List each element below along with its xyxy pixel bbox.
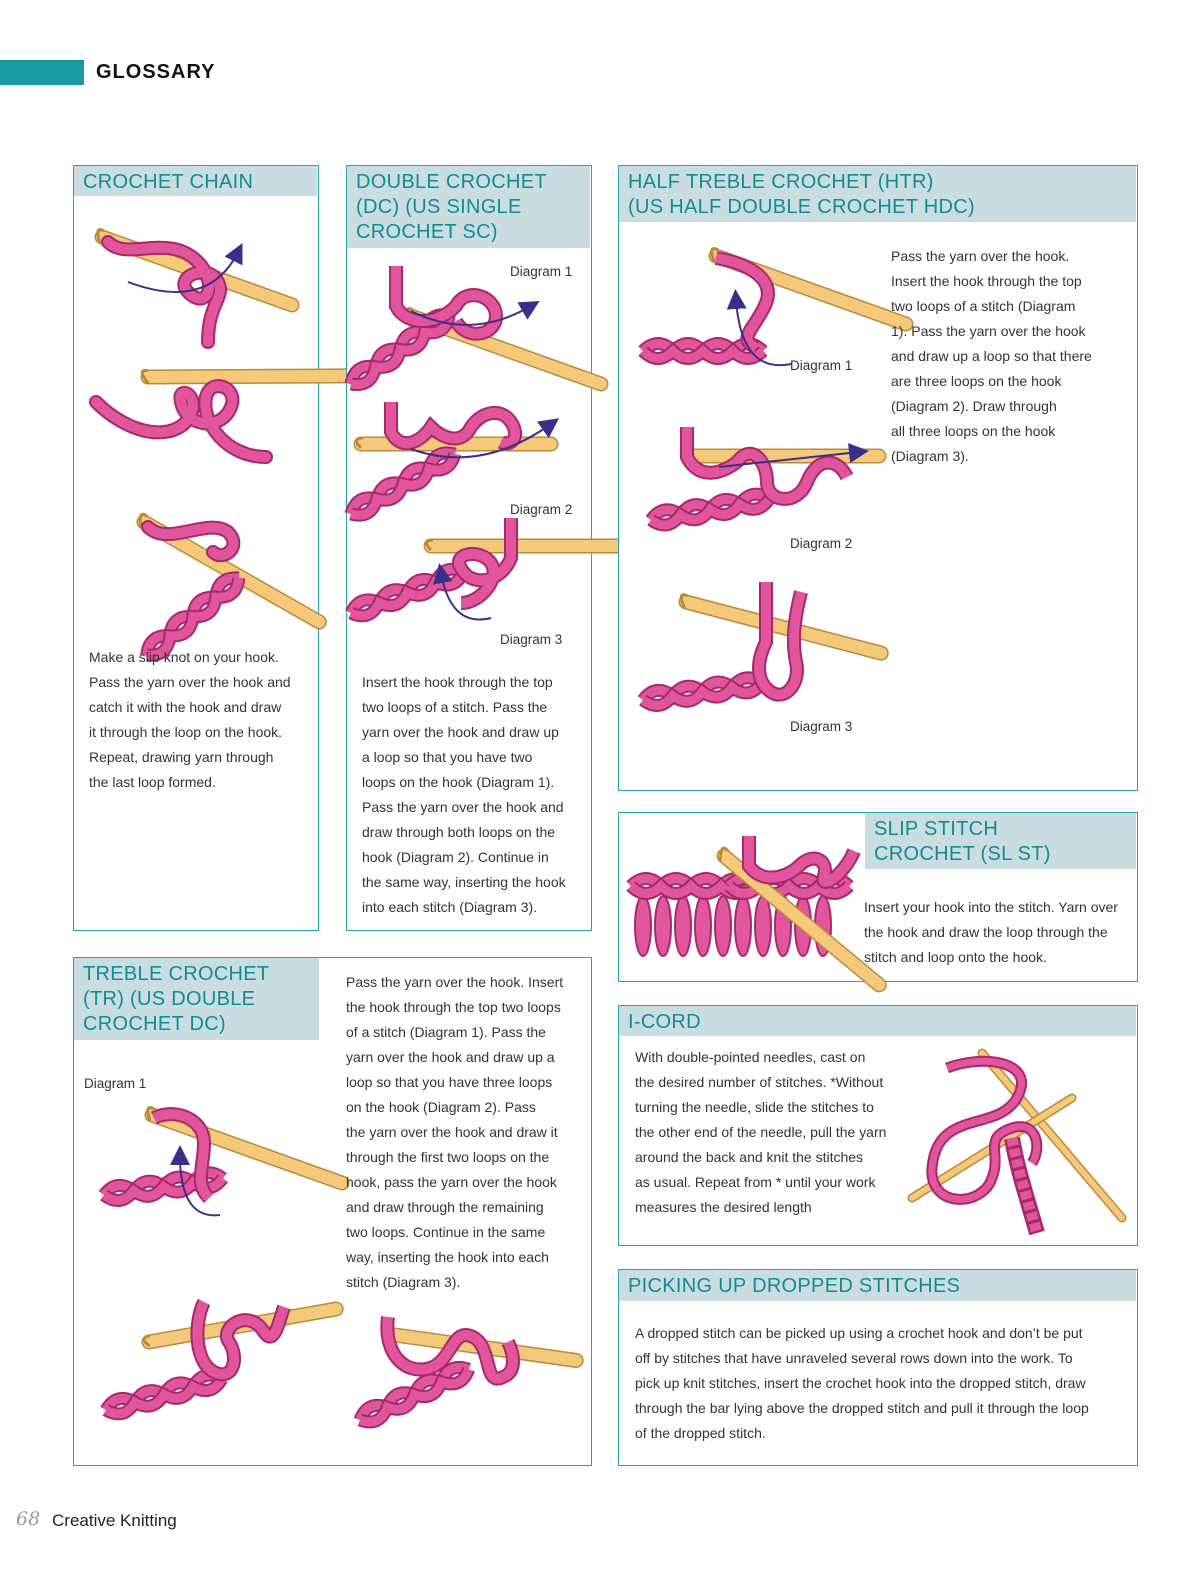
half-treble-diagram-1 [641, 246, 861, 376]
diagram-caption: Diagram 1 [790, 358, 853, 373]
treble-crochet-diagram-2 [104, 1302, 314, 1427]
panel-treble-crochet [73, 957, 592, 1466]
section-title: GLOSSARY [96, 61, 216, 83]
diagram-caption: Diagram 3 [790, 719, 853, 734]
panel-picking-up-dropped-stitches [618, 1269, 1138, 1466]
dropped-stitches-text: A dropped stitch can be picked up using a crochet hook and don’t be put off by stitches that have unraveled several rows down into the work. To pick up knit stitches, insert the crochet hook into the dropped stitch, draw through the bar lying above the dropped stitch and pull it through the loop of the dropped stitch. [635, 1325, 1089, 1441]
double-crochet-diagram-1 [351, 266, 571, 391]
treble-crochet-diagram-1 [102, 1100, 312, 1225]
page-number: 68 [16, 1508, 41, 1530]
panel-title: TREBLE CROCHET (TR) (US DOUBLE CROCHET DC) [74, 958, 319, 1040]
double-crochet-text: Insert the hook through the top two loops of a stitch. Pass the yarn over the hook and draw up a loop so that you have two loops on the hook (Diagram 1). Pass the yarn over the hook and draw through both loops on the hook (Diagram 2). Continue in the same way, inserting the hook into each stitch (Diagram 3). [362, 674, 566, 915]
double-crochet-diagram-2 [351, 394, 571, 519]
diagram-caption: Diagram 3 [500, 632, 563, 647]
diagram-caption: Diagram 1 [84, 1076, 147, 1091]
panel-crochet-chain [73, 165, 319, 931]
slip-stitch-illustration [629, 831, 859, 961]
panel-double-crochet [346, 165, 592, 931]
panel-i-cord [618, 1005, 1138, 1246]
diagram-caption: Diagram 2 [510, 502, 573, 517]
i-cord-text: With double-pointed needles, cast on the desired number of stitches. *Without turning the needle, slide the stitches to the other end of the needle, pull the yarn around the back and knit the stitches as usual. Repeat from * until your work measures the desired length [635, 1049, 887, 1215]
treble-crochet-diagram-3 [358, 1312, 568, 1427]
half-treble-diagram-2 [649, 422, 869, 542]
header-accent-bar [0, 60, 84, 85]
half-treble-diagram-3 [641, 582, 861, 717]
panel-title: SLIP STITCH CROCHET (SL ST) [865, 813, 1136, 869]
double-crochet-diagram-3 [351, 518, 571, 633]
diagram-caption: Diagram 1 [510, 264, 573, 279]
crochet-chain-text: Make a slip knot on your hook. Pass the yarn over the hook and catch it with the hook and draw it through the loop on the hook. Repeat, drawing yarn through the last loop formed. [89, 649, 291, 790]
i-cord-illustration [907, 1048, 1132, 1243]
publication-name: Creative Knitting [52, 1511, 177, 1530]
panel-title: PICKING UP DROPPED STITCHES [619, 1270, 1136, 1301]
diagram-caption: Diagram 2 [790, 536, 853, 551]
treble-crochet-text: Pass the yarn over the hook. Insert the hook through the top two loops of a stitch (Diagram 1). Pass the yarn over the hook and draw up a loop so that you have three loops on the hook (Diagram 2). Pass the yarn over the hook and draw it through the first two loops on the hook, pass the yarn over the hook and draw through the remaining two loops. Continue in the same way, inserting the hook into each stitch (Diagram 3). [346, 974, 564, 1290]
panel-title: DOUBLE CROCHET (DC) (US SINGLE CROCHET SC) [347, 166, 590, 248]
panel-title: CROCHET CHAIN [74, 166, 317, 196]
panel-half-treble-crochet [618, 165, 1138, 791]
half-treble-text: Pass the yarn over the hook. Insert the hook through the top two loops of a stitch (Diagram 1). Pass the yarn over the hook and draw up a loop so that there are three loops on the hook (Diagram 2). Draw through all three loops on the hook (Diagram 3). [891, 248, 1092, 464]
crochet-chain-illustration [88, 212, 308, 642]
panel-slip-stitch [618, 812, 1138, 982]
panel-title: I-CORD [619, 1006, 1136, 1036]
panel-title: HALF TREBLE CROCHET (HTR) (US HALF DOUBLE CROCHET HDC) [619, 166, 1136, 222]
slip-stitch-text: Insert your hook into the stitch. Yarn over the hook and draw the loop through the stitch and loop onto the hook. [864, 899, 1118, 965]
